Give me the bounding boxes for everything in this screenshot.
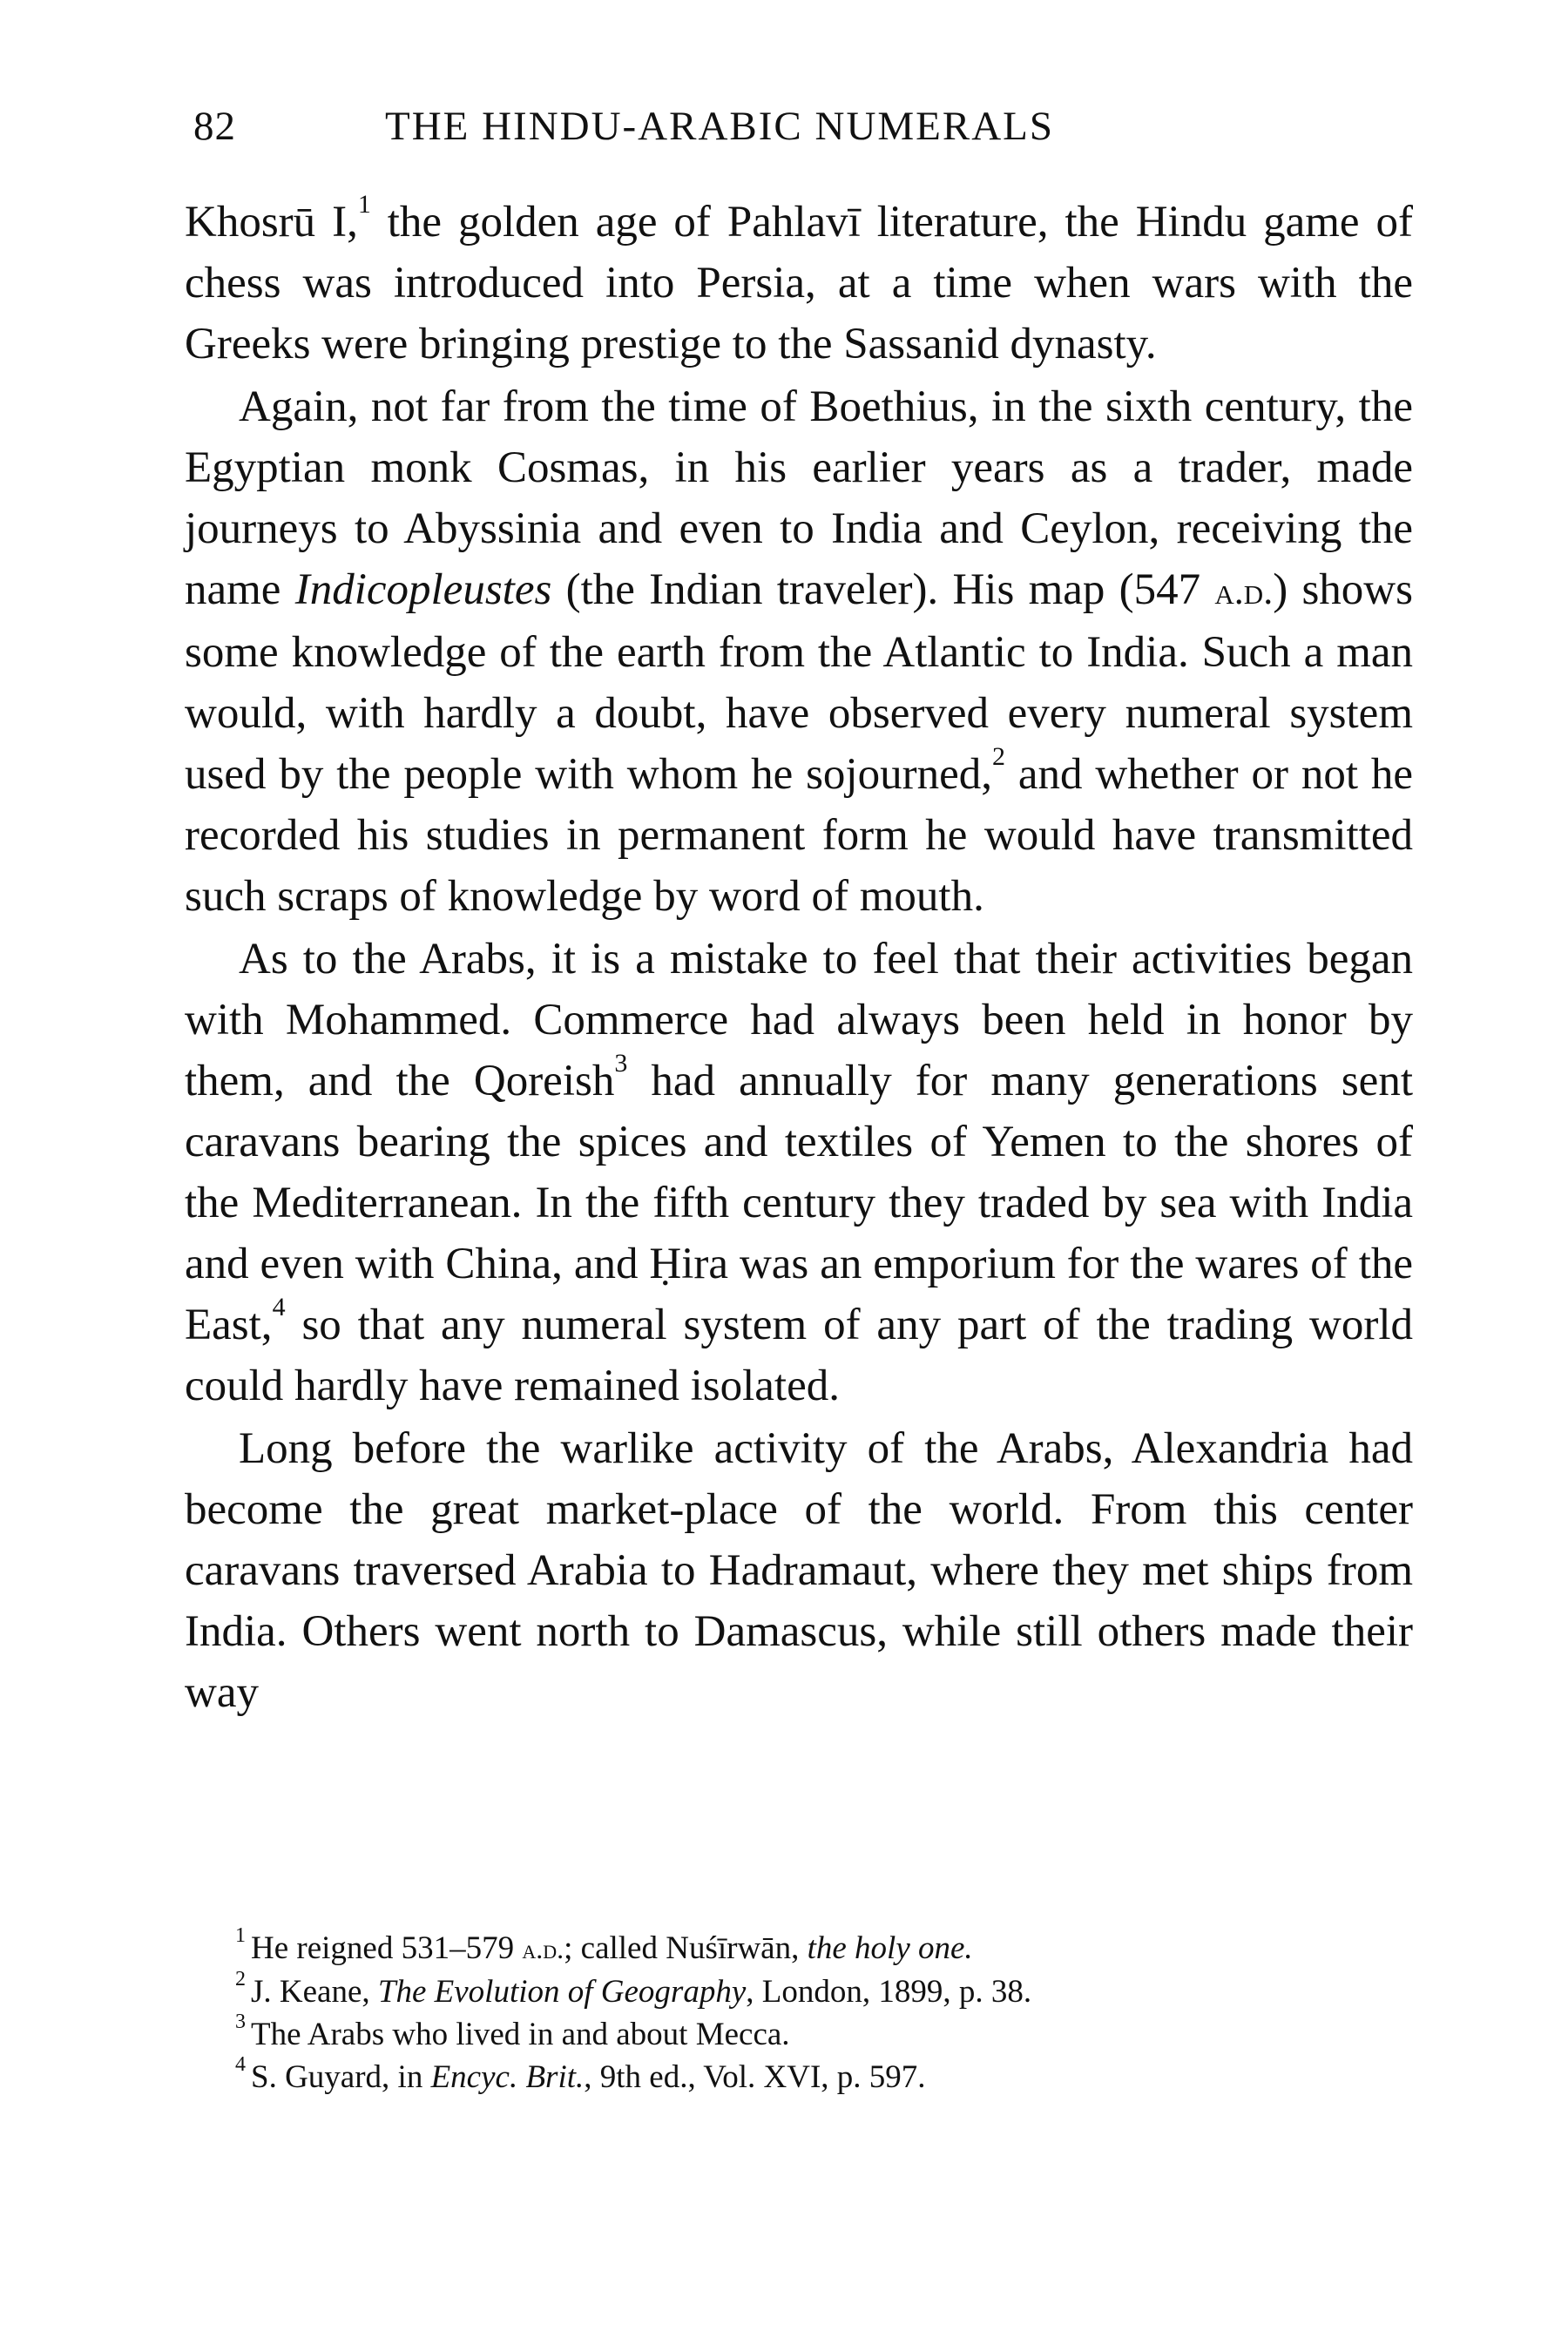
paragraph-4: Long before the warlike activity of the Arabs, Alexandria had become the great market-place of the world. From this center caravans traversed Arabia to Hadramaut, where they met ships from India. Others went north to Damascus, while still others made their way (185, 1424, 1413, 1717)
running-title: THE HINDU-ARABIC NUMERALS (385, 104, 1055, 149)
italic-term: Indicopleustes (294, 565, 552, 614)
era-abbrev: a.d. (1214, 570, 1274, 612)
footnote-4: $^4$ S. Guyard, in Encyc. Brit., 9th ed., Vol. XVI, p. 597. (235, 2052, 926, 2095)
page-number: 82 (193, 104, 236, 149)
paragraph-2: Again, not far from the time of Boethius, in the sixth century, the Egyptian monk Cosmas, in his earlier years as a trader, made journeys to Abyssinia and even to India and Ceylon, receiving the name Indicopleustes (the Indian traveler). His map (547 a.d.) shows some knowledge of the earth from the Atlantic to India. Such a man would, with hardly a doubt, have observed every numeral system used by the people with whom he sojourned,$^2$ and whether or not he recorded his studies in permanent form he would have transmitted such scraps of knowledge by word of mouth. (185, 382, 1413, 921)
main-text (185, 192, 1413, 1723)
footnote-1: $^1$ He reigned 531–579 a.d.; called Nuśīrwān, the holy one. (235, 1923, 973, 1966)
running-header (185, 103, 1404, 164)
footnote-ref-1: 1 (357, 190, 371, 219)
paragraph-1: Khosrū I,$^1$ the golden age of Pahlavī literature, the Hindu game of chess was introduced into Persia, at a time when wars with the Greeks were bringing prestige to the Sassanid dynasty. (185, 190, 1413, 368)
footnote-ref-4: 4 (272, 1293, 286, 1321)
footnote-ref-3: 3 (614, 1049, 628, 1078)
footnotes (235, 1923, 1411, 2099)
footnote-ref-2: 2 (991, 742, 1005, 771)
paragraph-3: As to the Arabs, it is a mistake to feel that their activities began with Mohammed. Commerce had always been held in honor by them, and the Qoreish$^3$ had annually for many generations sent caravans bearing the spices and textiles of Yemen to the shores of the Mediterranean. In the fifth century they traded by sea with India and even with China, and Ḥira was an emporium for the wares of the East,$^4$ so that any numeral system of any part of the trading world could hardly have remained isolated. (185, 935, 1413, 1410)
footnote-2: $^2$ J. Keane, The Evolution of Geography, London, 1899, p. 38. (235, 1967, 1032, 2010)
footnote-3: $^3$ The Arabs who lived in and about Mecca. (235, 2010, 790, 2052)
